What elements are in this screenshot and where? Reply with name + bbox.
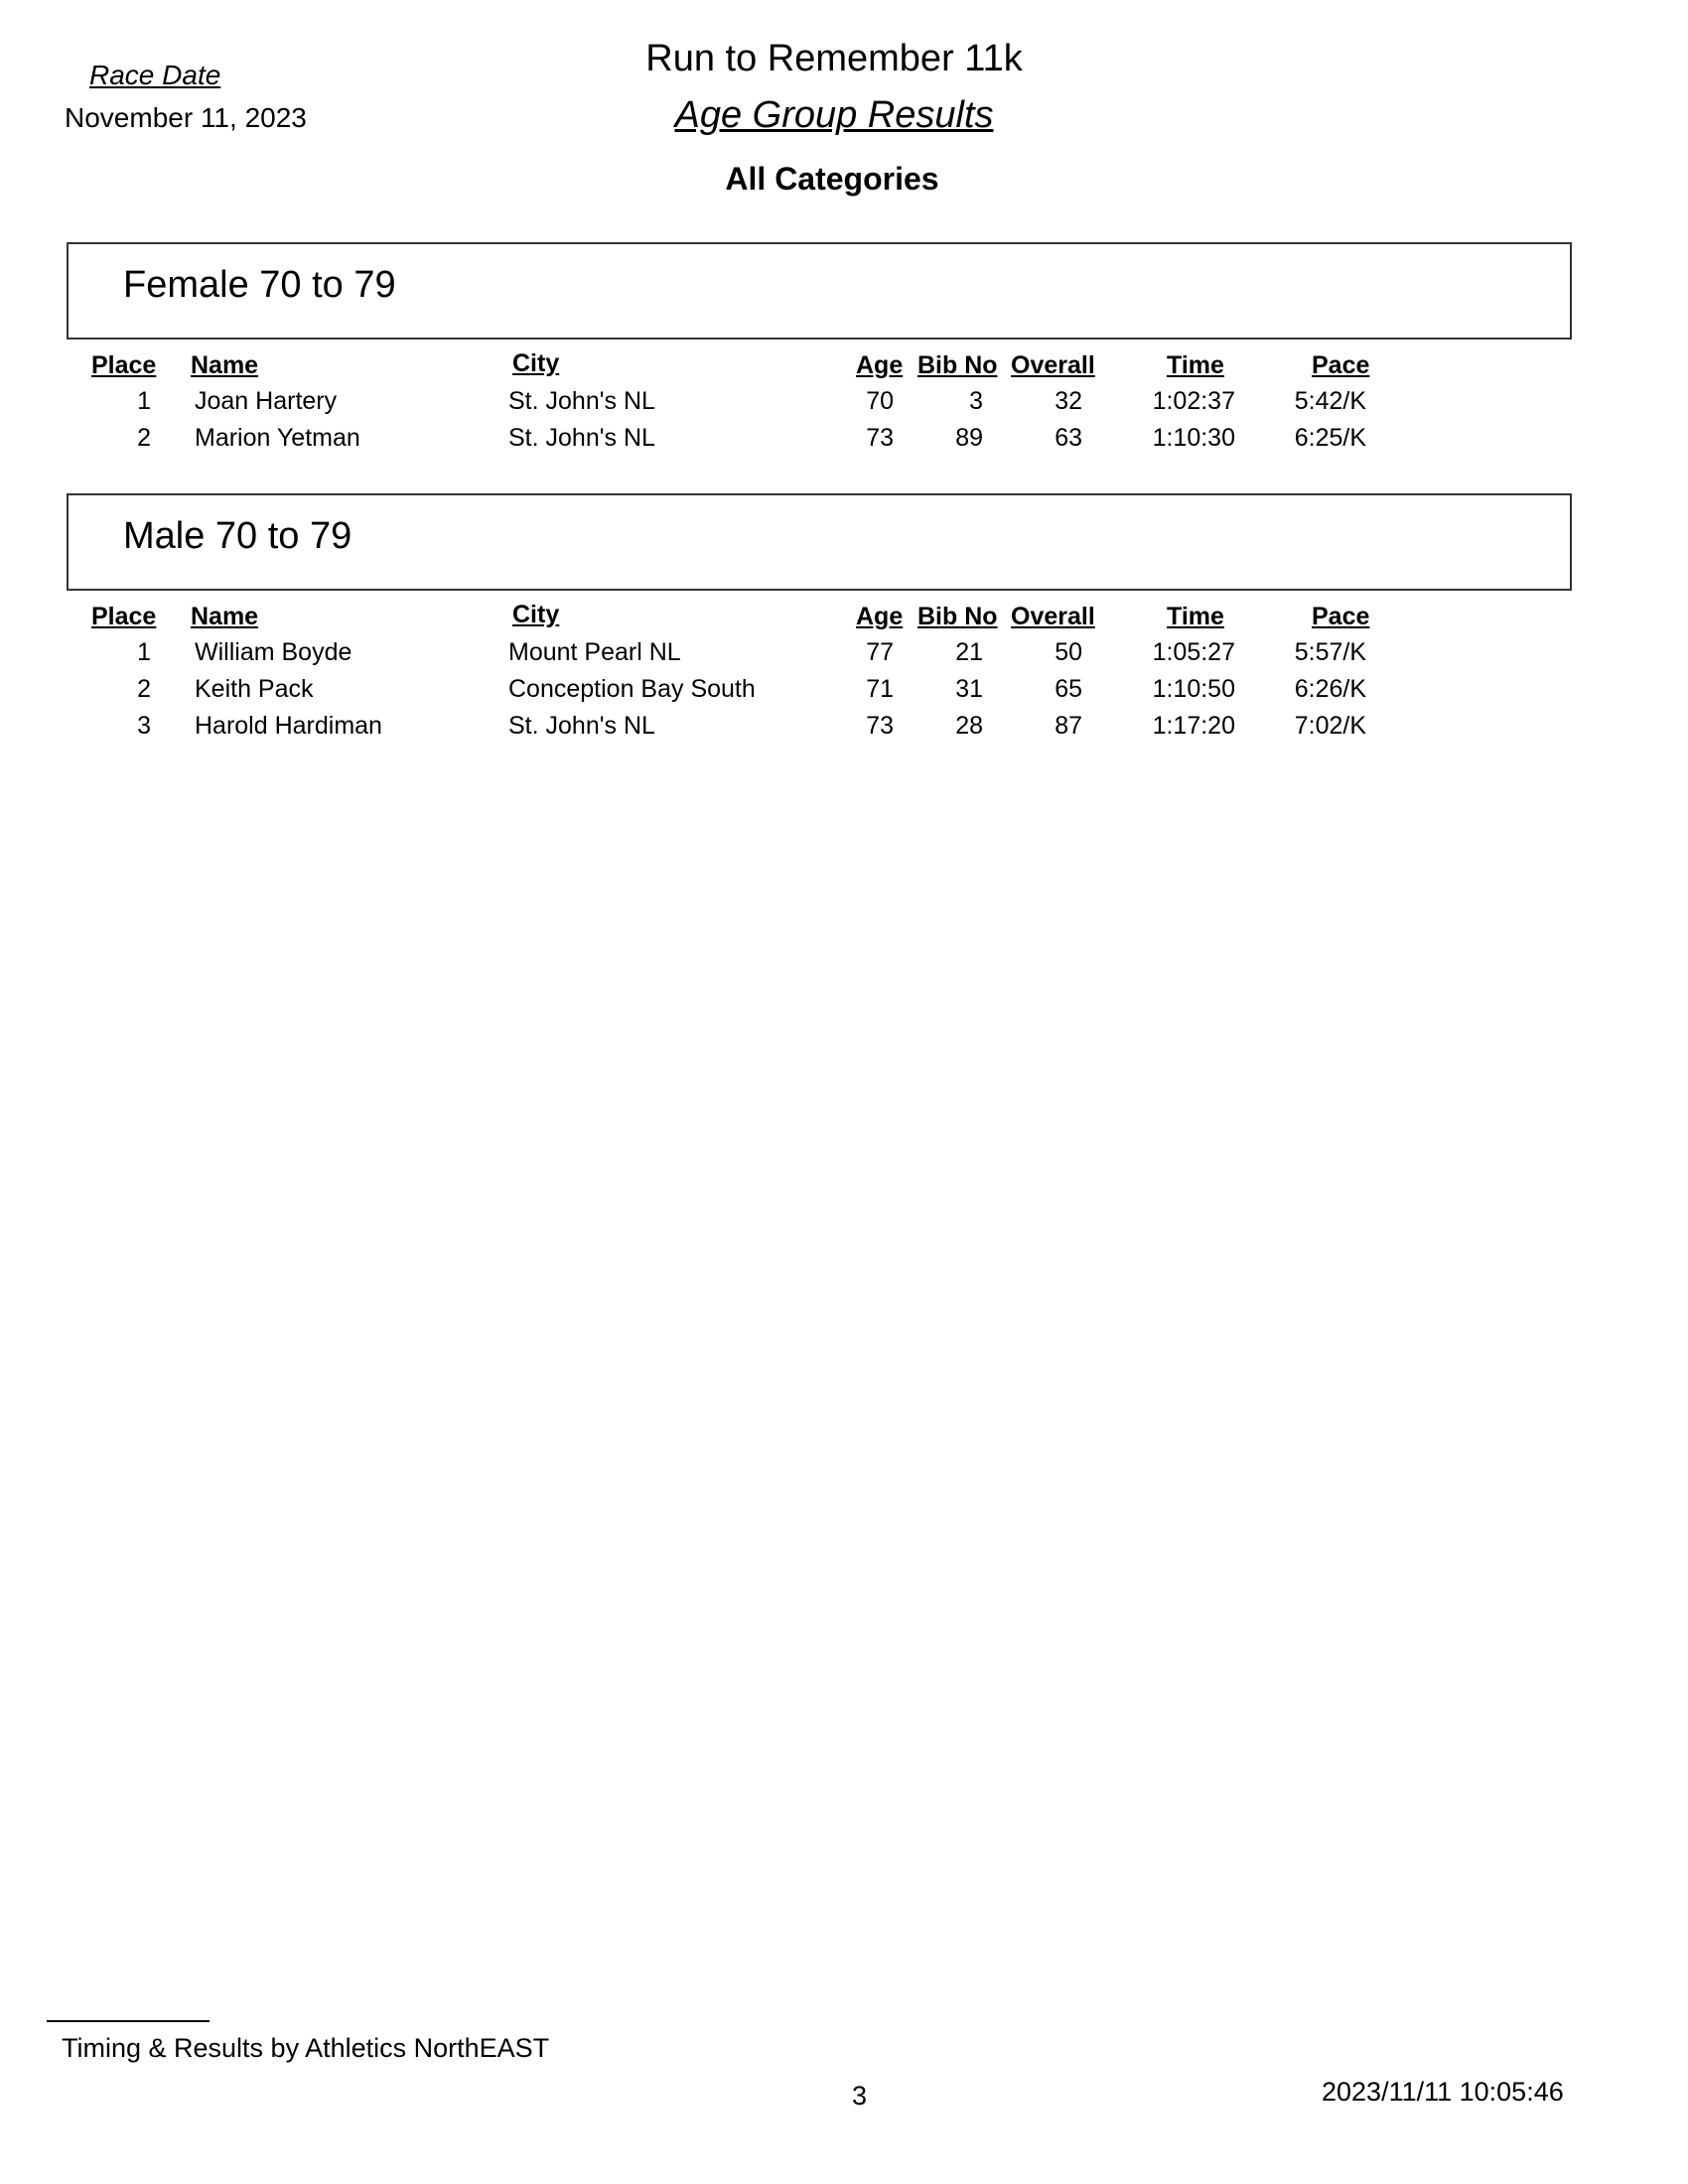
col-time: Time: [1167, 603, 1224, 630]
cell-pace: 6:25/K: [1294, 424, 1366, 452]
cell-time: 1:17:20: [1152, 712, 1235, 740]
race-date: November 11, 2023: [65, 102, 307, 133]
cell-bib: 3: [969, 387, 983, 415]
col-bib: Bib No: [917, 603, 998, 630]
cell-city: Mount Pearl NL: [508, 638, 681, 666]
page-title: Run to Remember 11k: [645, 38, 1023, 79]
cell-name: Keith Pack: [195, 675, 314, 703]
cell-city: St. John's NL: [508, 712, 655, 740]
cell-age: 77: [866, 638, 894, 666]
cell-overall: 63: [1055, 424, 1082, 452]
cell-bib: 28: [955, 712, 983, 740]
cell-city: Conception Bay South: [508, 675, 756, 703]
cell-pace: 5:57/K: [1294, 638, 1366, 666]
col-city: City: [512, 601, 560, 628]
cell-name: William Boyde: [195, 638, 352, 666]
cell-time: 1:02:37: [1152, 387, 1235, 415]
cell-time: 1:10:30: [1152, 424, 1235, 452]
cell-overall: 65: [1055, 675, 1082, 703]
cell-place: 2: [137, 424, 151, 452]
categories-heading: All Categories: [725, 161, 939, 197]
col-age: Age: [856, 603, 904, 630]
group-title: Male 70 to 79: [123, 515, 352, 557]
cell-place: 2: [137, 675, 151, 703]
col-pace: Pace: [1312, 603, 1370, 630]
cell-time: 1:05:27: [1152, 638, 1235, 666]
col-overall: Overall: [1011, 351, 1095, 379]
footer-divider: [47, 2020, 210, 2022]
cell-place: 3: [137, 712, 151, 740]
col-name: Name: [191, 603, 259, 630]
col-name: Name: [191, 351, 259, 379]
race-date-label: Race Date: [89, 60, 221, 90]
cell-age: 73: [866, 424, 894, 452]
cell-pace: 5:42/K: [1294, 387, 1366, 415]
col-pace: Pace: [1312, 351, 1370, 379]
cell-bib: 21: [955, 638, 983, 666]
cell-name: Marion Yetman: [195, 424, 360, 452]
cell-overall: 32: [1055, 387, 1082, 415]
group-title: Female 70 to 79: [123, 264, 396, 306]
cell-age: 73: [866, 712, 894, 740]
cell-name: Harold Hardiman: [195, 712, 382, 740]
cell-pace: 6:26/K: [1294, 675, 1366, 703]
col-city: City: [512, 349, 560, 377]
cell-overall: 50: [1055, 638, 1082, 666]
cell-pace: 7:02/K: [1294, 712, 1366, 740]
cell-time: 1:10:50: [1152, 675, 1235, 703]
cell-place: 1: [137, 387, 151, 415]
col-overall: Overall: [1011, 603, 1095, 630]
cell-name: Joan Hartery: [195, 387, 338, 415]
cell-age: 71: [866, 675, 894, 703]
page-number: 3: [852, 2081, 868, 2111]
col-age: Age: [856, 351, 904, 379]
cell-bib: 31: [955, 675, 983, 703]
group-header-box: [67, 242, 1572, 340]
group-header-box: [67, 493, 1572, 591]
col-place: Place: [91, 603, 157, 630]
page-subtitle: Age Group Results: [674, 94, 994, 136]
footer-credit: Timing & Results by Athletics NorthEAST: [62, 2033, 550, 2063]
cell-bib: 89: [955, 424, 983, 452]
col-place: Place: [91, 351, 157, 379]
cell-age: 70: [866, 387, 894, 415]
cell-city: St. John's NL: [508, 387, 655, 415]
cell-place: 1: [137, 638, 151, 666]
cell-city: St. John's NL: [508, 424, 655, 452]
report-timestamp: 2023/11/11 10:05:46: [1322, 2077, 1564, 2107]
cell-overall: 87: [1055, 712, 1082, 740]
col-time: Time: [1167, 351, 1224, 379]
col-bib: Bib No: [917, 351, 998, 379]
